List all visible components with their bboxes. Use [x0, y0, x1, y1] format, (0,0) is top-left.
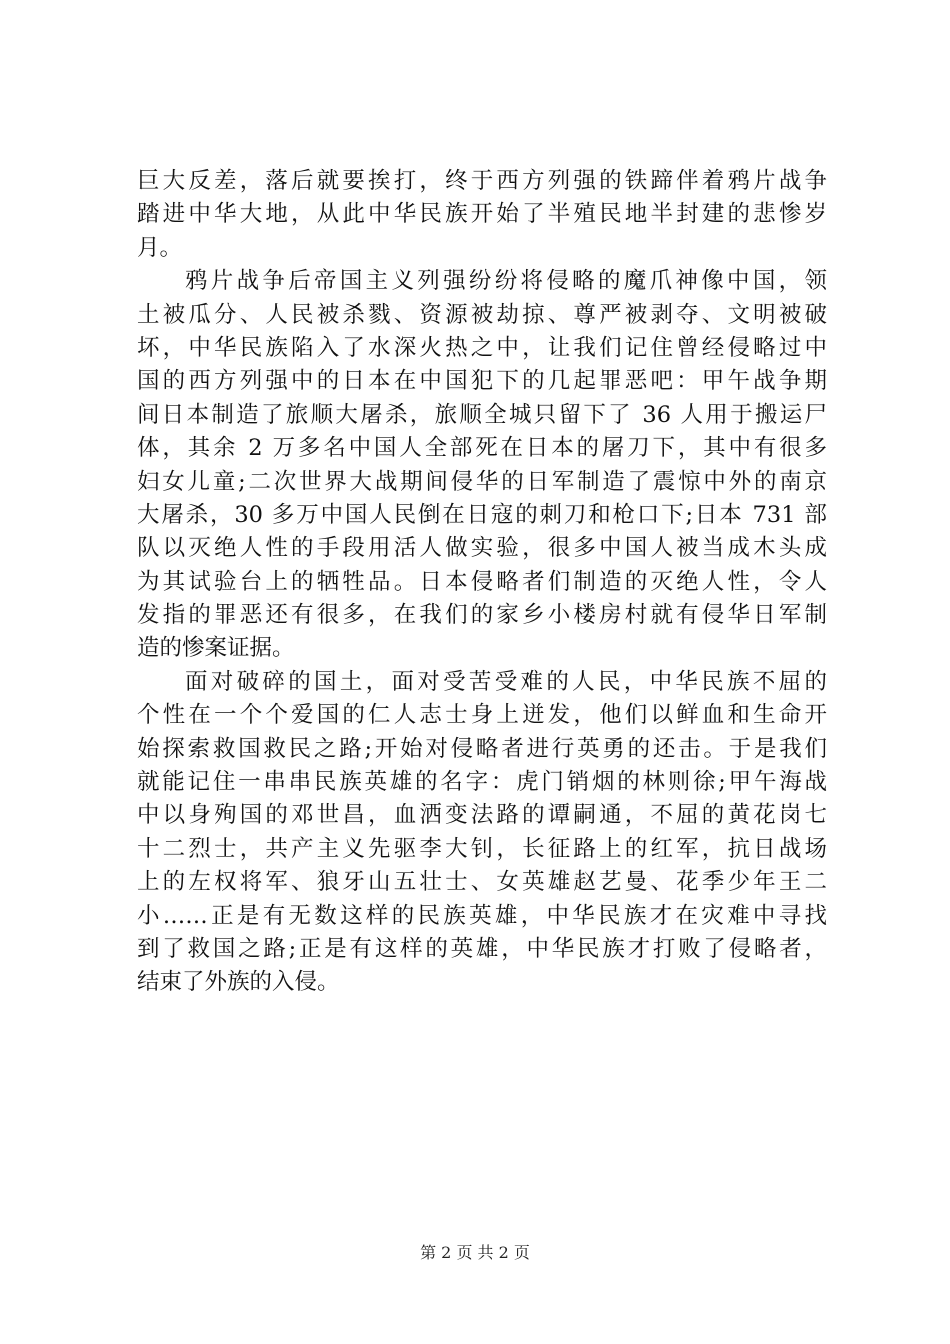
text-line: 上的左权将军、狼牙山五壮士、女英雄赵艺曼、花季少年王二 [137, 869, 827, 896]
text-line: 队以灭绝人性的手段用活人做实验，很多中国人被当成木头成 [137, 535, 827, 562]
page-footer: 第 2 页 共 2 页 [420, 1243, 530, 1262]
text-line: 结束了外族的入侵。 [137, 969, 340, 996]
text-line: 间日本制造了旅顺大屠杀，旅顺全城只留下了 36 人用于搬运尸 [137, 401, 827, 428]
text-line: 面对破碎的国土，面对受苦受难的人民，中华民族不屈的 [185, 668, 827, 695]
text-line: 始探索救国救民之路;开始对侵略者进行英勇的还击。于是我们 [137, 735, 827, 762]
paragraph-3 [137, 666, 827, 1000]
text-line: 十二烈士，共产主义先驱李大钊，长征路上的红军，抗日战场 [137, 835, 827, 862]
paragraph-1 [137, 165, 827, 265]
document-body [137, 165, 827, 1000]
text-line: 国的西方列强中的日本在中国犯下的几起罪恶吧：甲午战争期 [137, 368, 827, 395]
text-line: 小……正是有无数这样的民族英雄，中华民族才在灾难中寻找 [137, 902, 827, 929]
text-line: 发指的罪恶还有很多，在我们的家乡小楼房村就有侵华日军制 [137, 602, 827, 629]
text-line: 坏，中华民族陷入了水深火热之中，让我们记住曾经侵略过中 [137, 334, 827, 361]
text-line: 中以身殉国的邓世昌，血洒变法路的谭嗣通，不屈的黄花岗七 [137, 802, 827, 829]
text-line: 造的惨案证据。 [137, 635, 295, 662]
text-line: 月。 [137, 234, 183, 261]
text-line: 踏进中华大地，从此中华民族开始了半殖民地半封建的悲惨岁 [137, 201, 827, 228]
text-line: 妇女儿童;二次世界大战期间侵华的日军制造了震惊中外的南京 [137, 468, 827, 495]
text-line: 个性在一个个爱国的仁人志士身上迸发，他们以鲜血和生命开 [137, 702, 827, 729]
text-line: 大屠杀，30 多万中国人民倒在日寇的刺刀和枪口下;日本 731 部 [137, 501, 827, 528]
text-line: 鸦片战争后帝国主义列强纷纷将侵略的魔爪神像中国，领 [185, 268, 827, 295]
text-line: 就能记住一串串民族英雄的名字：虎门销烟的林则徐;甲午海战 [137, 769, 827, 796]
text-line: 到了救国之路;正是有这样的英雄，中华民族才打败了侵略者， [137, 935, 827, 962]
text-line: 土被瓜分、人民被杀戮、资源被劫掠、尊严被剥夺、文明被破 [137, 301, 827, 328]
paragraph-2 [137, 265, 827, 666]
text-line: 体，其余 2 万多名中国人全部死在日本的屠刀下，其中有很多 [137, 435, 827, 462]
text-line: 巨大反差，落后就要挨打，终于西方列强的铁蹄伴着鸦片战争 [137, 168, 827, 194]
text-line: 为其试验台上的牺牲品。日本侵略者们制造的灭绝人性，令人 [137, 568, 827, 595]
